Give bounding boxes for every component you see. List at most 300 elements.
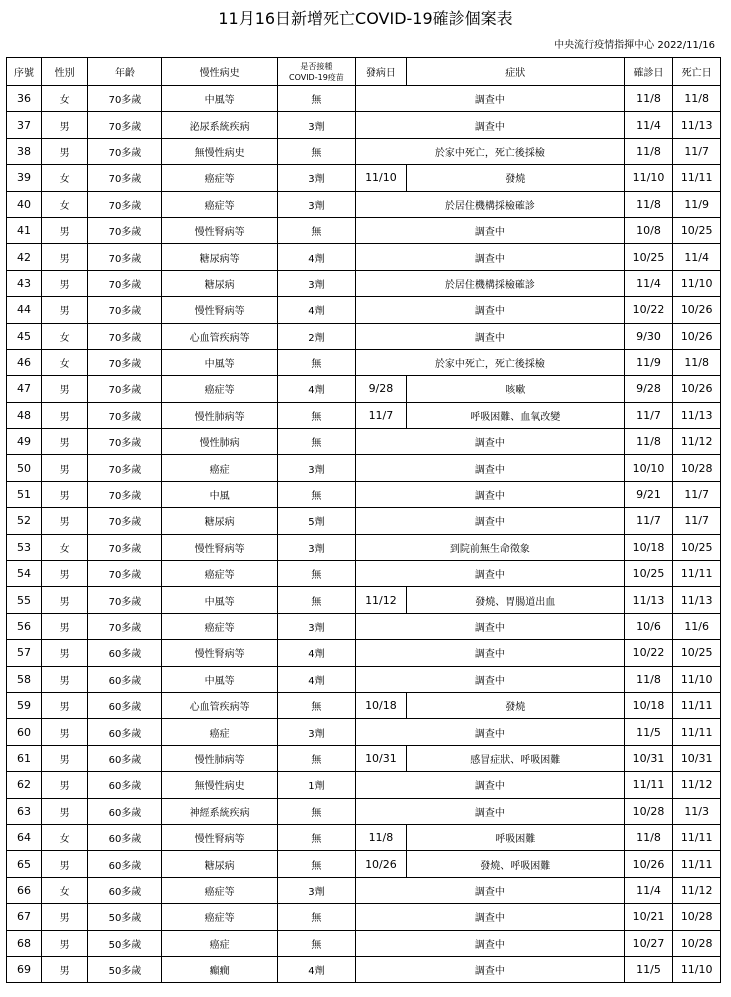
cell-vaccine: 4劑 (277, 956, 355, 982)
cell-age: 70多歲 (88, 429, 162, 455)
cell-symptoms: 發燒 (406, 692, 624, 718)
cell-death: 10/25 (673, 640, 721, 666)
cell-seq: 38 (7, 138, 42, 164)
cell-seq: 47 (7, 376, 42, 402)
cell-sex: 男 (41, 112, 88, 138)
cell-chronic: 糖尿病 (162, 851, 277, 877)
cell-vaccine: 1劑 (277, 772, 355, 798)
cell-chronic: 心血管疾病等 (162, 692, 277, 718)
cell-symptoms: 調查中 (356, 904, 625, 930)
cell-vaccine: 無 (277, 904, 355, 930)
cell-vaccine: 無 (277, 561, 355, 587)
cell-death: 11/3 (673, 798, 721, 824)
table-body (7, 86, 721, 983)
cell-diagnosis: 10/26 (624, 851, 673, 877)
cell-death: 11/4 (673, 244, 721, 270)
cell-diagnosis: 11/8 (624, 666, 673, 692)
cell-diagnosis: 11/10 (624, 165, 673, 191)
table-row (7, 376, 721, 402)
cell-onset: 9/28 (356, 376, 407, 402)
cell-sex: 男 (41, 851, 88, 877)
cell-death: 11/7 (673, 508, 721, 534)
cell-chronic: 癌症等 (162, 904, 277, 930)
cell-chronic: 癌症等 (162, 561, 277, 587)
cell-diagnosis: 10/18 (624, 534, 673, 560)
cell-chronic: 心血管疾病等 (162, 323, 277, 349)
cell-vaccine: 無 (277, 745, 355, 771)
cell-chronic: 癌症 (162, 455, 277, 481)
cell-vaccine: 3劑 (277, 534, 355, 560)
cell-symptoms: 於居住機構採檢確診 (356, 191, 625, 217)
cell-death: 10/31 (673, 745, 721, 771)
table-row (7, 349, 721, 375)
cell-vaccine: 4劑 (277, 640, 355, 666)
cell-symptoms: 調查中 (356, 217, 625, 243)
cell-diagnosis: 10/22 (624, 640, 673, 666)
table-row (7, 270, 721, 296)
cell-death: 11/12 (673, 429, 721, 455)
cell-diagnosis: 10/6 (624, 613, 673, 639)
header-vaccine (277, 58, 355, 86)
cell-symptoms: 調查中 (356, 244, 625, 270)
cell-symptoms: 調查中 (356, 561, 625, 587)
cell-vaccine: 4劑 (277, 666, 355, 692)
cell-seq: 60 (7, 719, 42, 745)
cell-vaccine: 3劑 (277, 191, 355, 217)
cell-death: 11/11 (673, 824, 721, 850)
table-row (7, 297, 721, 323)
cell-seq: 36 (7, 86, 42, 112)
cell-symptoms: 調查中 (356, 613, 625, 639)
cell-age: 60多歲 (88, 692, 162, 718)
cell-symptoms: 調查中 (356, 930, 625, 956)
cell-diagnosis: 10/31 (624, 745, 673, 771)
cell-sex: 女 (41, 165, 88, 191)
header-death: 死亡日 (673, 58, 721, 86)
cell-seq: 49 (7, 429, 42, 455)
cell-vaccine: 無 (277, 349, 355, 375)
cell-death: 11/11 (673, 851, 721, 877)
cell-death: 10/28 (673, 930, 721, 956)
cell-seq: 65 (7, 851, 42, 877)
cell-symptoms: 呼吸困難 (406, 824, 624, 850)
cell-symptoms: 發燒、呼吸困難 (406, 851, 624, 877)
cell-symptoms: 調查中 (356, 666, 625, 692)
cell-age: 70多歲 (88, 112, 162, 138)
cell-age: 50多歲 (88, 904, 162, 930)
cell-diagnosis: 10/28 (624, 798, 673, 824)
cell-onset: 11/10 (356, 165, 407, 191)
cell-age: 70多歲 (88, 244, 162, 270)
cell-seq: 43 (7, 270, 42, 296)
table-row (7, 561, 721, 587)
cell-diagnosis: 11/8 (624, 191, 673, 217)
cell-symptoms: 調查中 (356, 508, 625, 534)
header-vaccine-line2: COVID-19疫苗 (288, 72, 344, 82)
cell-diagnosis: 10/25 (624, 561, 673, 587)
cell-chronic: 慢性肺病等 (162, 745, 277, 771)
table-row (7, 904, 721, 930)
table-row (7, 323, 721, 349)
cell-vaccine: 無 (277, 402, 355, 428)
cell-onset: 10/26 (356, 851, 407, 877)
cell-seq: 66 (7, 877, 42, 903)
cell-diagnosis: 9/30 (624, 323, 673, 349)
cell-diagnosis: 11/8 (624, 138, 673, 164)
cell-death: 11/13 (673, 587, 721, 613)
table-row (7, 877, 721, 903)
cell-sex: 男 (41, 138, 88, 164)
cell-symptoms: 調查中 (356, 455, 625, 481)
cell-age: 70多歲 (88, 270, 162, 296)
cell-vaccine: 無 (277, 798, 355, 824)
header-onset: 發病日 (356, 58, 407, 86)
cell-vaccine: 無 (277, 930, 355, 956)
cell-symptoms: 調查中 (356, 429, 625, 455)
cell-sex: 男 (41, 481, 88, 507)
cell-seq: 50 (7, 455, 42, 481)
cell-age: 70多歲 (88, 297, 162, 323)
cell-vaccine: 3劑 (277, 165, 355, 191)
table-row (7, 244, 721, 270)
header-seq: 序號 (7, 58, 42, 86)
table-row (7, 956, 721, 982)
table-row (7, 165, 721, 191)
table-row (7, 692, 721, 718)
cell-vaccine: 3劑 (277, 877, 355, 903)
cell-seq: 48 (7, 402, 42, 428)
cell-symptoms: 調查中 (356, 112, 625, 138)
cell-diagnosis: 11/8 (624, 86, 673, 112)
cell-vaccine: 3劑 (277, 613, 355, 639)
cell-age: 60多歲 (88, 719, 162, 745)
cell-vaccine: 無 (277, 138, 355, 164)
cell-sex: 男 (41, 745, 88, 771)
cell-chronic: 泌尿系統疾病 (162, 112, 277, 138)
cell-diagnosis: 10/22 (624, 297, 673, 323)
cell-symptoms: 調查中 (356, 481, 625, 507)
cell-chronic: 慢性腎病等 (162, 217, 277, 243)
cell-diagnosis: 9/21 (624, 481, 673, 507)
cell-seq: 45 (7, 323, 42, 349)
cell-chronic: 癌症等 (162, 191, 277, 217)
cell-seq: 56 (7, 613, 42, 639)
cell-age: 70多歲 (88, 613, 162, 639)
cell-vaccine: 3劑 (277, 112, 355, 138)
table-row (7, 86, 721, 112)
cell-symptoms: 感冒症狀、呼吸困難 (406, 745, 624, 771)
table-row (7, 217, 721, 243)
cell-death: 10/25 (673, 534, 721, 560)
header-chronic: 慢性病史 (162, 58, 277, 86)
cell-death: 11/7 (673, 481, 721, 507)
cell-chronic: 中風 (162, 481, 277, 507)
cell-sex: 男 (41, 244, 88, 270)
cell-chronic: 中風等 (162, 86, 277, 112)
cell-chronic: 中風等 (162, 349, 277, 375)
cell-age: 60多歲 (88, 824, 162, 850)
cell-death: 11/9 (673, 191, 721, 217)
cell-vaccine: 無 (277, 851, 355, 877)
cell-seq: 61 (7, 745, 42, 771)
cell-seq: 62 (7, 772, 42, 798)
cell-symptoms: 調查中 (356, 956, 625, 982)
cell-age: 70多歲 (88, 323, 162, 349)
cell-death: 11/10 (673, 666, 721, 692)
cell-diagnosis: 10/18 (624, 692, 673, 718)
cell-chronic: 癌症 (162, 719, 277, 745)
table-row (7, 191, 721, 217)
cell-sex: 女 (41, 349, 88, 375)
death-cases-table (6, 57, 721, 983)
cell-death: 11/12 (673, 877, 721, 903)
cell-death: 11/10 (673, 956, 721, 982)
cell-chronic: 無慢性病史 (162, 772, 277, 798)
header-sex: 性別 (41, 58, 88, 86)
cell-death: 10/26 (673, 297, 721, 323)
table-row (7, 745, 721, 771)
cell-symptoms: 調查中 (356, 798, 625, 824)
cell-sex: 男 (41, 561, 88, 587)
cell-chronic: 糖尿病 (162, 270, 277, 296)
cell-seq: 46 (7, 349, 42, 375)
cell-sex: 男 (41, 666, 88, 692)
cell-vaccine: 2劑 (277, 323, 355, 349)
cell-chronic: 無慢性病史 (162, 138, 277, 164)
cell-chronic: 神經系統疾病 (162, 798, 277, 824)
cell-death: 11/11 (673, 165, 721, 191)
source-date: 中央流行疫情指揮中心 2022/11/16 (554, 40, 715, 51)
cell-chronic: 癌症 (162, 930, 277, 956)
cell-diagnosis: 11/13 (624, 587, 673, 613)
cell-seq: 51 (7, 481, 42, 507)
table-row (7, 429, 721, 455)
cell-vaccine: 3劑 (277, 455, 355, 481)
table-row (7, 824, 721, 850)
cell-symptoms: 於居住機構採檢確診 (356, 270, 625, 296)
cell-symptoms: 發燒、胃腸道出血 (406, 587, 624, 613)
cell-diagnosis: 11/11 (624, 772, 673, 798)
cell-sex: 男 (41, 587, 88, 613)
cell-sex: 男 (41, 508, 88, 534)
cell-death: 11/11 (673, 719, 721, 745)
cell-diagnosis: 11/4 (624, 270, 673, 296)
cell-seq: 67 (7, 904, 42, 930)
cell-sex: 女 (41, 824, 88, 850)
cell-diagnosis: 11/8 (624, 824, 673, 850)
cell-seq: 41 (7, 217, 42, 243)
cell-death: 11/7 (673, 138, 721, 164)
cell-diagnosis: 11/7 (624, 508, 673, 534)
table-row (7, 508, 721, 534)
table-header-row (7, 58, 721, 86)
cell-chronic: 癌症等 (162, 877, 277, 903)
table-row (7, 481, 721, 507)
cell-death: 10/28 (673, 455, 721, 481)
cell-sex: 男 (41, 297, 88, 323)
cell-sex: 男 (41, 270, 88, 296)
cell-seq: 54 (7, 561, 42, 587)
cell-sex: 女 (41, 86, 88, 112)
cell-symptoms: 呼吸困難、血氧改變 (406, 402, 624, 428)
table-row (7, 851, 721, 877)
table-row (7, 534, 721, 560)
header-diagnosis: 確診日 (624, 58, 673, 86)
cell-age: 60多歲 (88, 877, 162, 903)
cell-symptoms: 調查中 (356, 297, 625, 323)
cell-sex: 男 (41, 904, 88, 930)
cell-onset: 11/12 (356, 587, 407, 613)
cell-diagnosis: 10/25 (624, 244, 673, 270)
cell-chronic: 糖尿病等 (162, 244, 277, 270)
cell-sex: 男 (41, 772, 88, 798)
cell-diagnosis: 11/5 (624, 956, 673, 982)
cell-sex: 女 (41, 191, 88, 217)
cell-sex: 男 (41, 429, 88, 455)
cell-seq: 52 (7, 508, 42, 534)
cell-symptoms: 於家中死亡，死亡後採檢 (356, 349, 625, 375)
cell-death: 11/6 (673, 613, 721, 639)
table-row (7, 402, 721, 428)
table-row (7, 798, 721, 824)
cell-chronic: 糖尿病 (162, 508, 277, 534)
cell-seq: 68 (7, 930, 42, 956)
cell-onset: 10/18 (356, 692, 407, 718)
cell-chronic: 中風等 (162, 666, 277, 692)
cell-seq: 57 (7, 640, 42, 666)
cell-seq: 58 (7, 666, 42, 692)
cell-age: 70多歲 (88, 191, 162, 217)
table-row (7, 455, 721, 481)
cell-chronic: 中風等 (162, 587, 277, 613)
cell-age: 60多歲 (88, 666, 162, 692)
table-row (7, 772, 721, 798)
cell-chronic: 癌症等 (162, 613, 277, 639)
cell-diagnosis: 10/10 (624, 455, 673, 481)
cell-chronic: 癌症等 (162, 376, 277, 402)
cell-death: 11/8 (673, 86, 721, 112)
table-row (7, 640, 721, 666)
cell-sex: 男 (41, 640, 88, 666)
cell-diagnosis: 11/8 (624, 429, 673, 455)
cell-vaccine: 5劑 (277, 508, 355, 534)
cell-death: 11/8 (673, 349, 721, 375)
cell-symptoms: 調查中 (356, 323, 625, 349)
header-symptoms: 症狀 (406, 58, 624, 86)
table-row (7, 587, 721, 613)
cell-vaccine: 3劑 (277, 719, 355, 745)
cell-age: 70多歲 (88, 481, 162, 507)
cell-age: 70多歲 (88, 534, 162, 560)
cell-diagnosis: 10/27 (624, 930, 673, 956)
cell-sex: 男 (41, 613, 88, 639)
cell-chronic: 慢性肺病 (162, 429, 277, 455)
cell-sex: 男 (41, 376, 88, 402)
cell-age: 70多歲 (88, 349, 162, 375)
cell-chronic: 慢性肺病等 (162, 402, 277, 428)
cell-death: 11/11 (673, 561, 721, 587)
cell-seq: 63 (7, 798, 42, 824)
cell-vaccine: 無 (277, 824, 355, 850)
cell-age: 70多歲 (88, 402, 162, 428)
cell-death: 10/25 (673, 217, 721, 243)
cell-age: 70多歲 (88, 587, 162, 613)
cell-sex: 男 (41, 930, 88, 956)
cell-sex: 男 (41, 217, 88, 243)
cell-death: 11/13 (673, 112, 721, 138)
cell-death: 11/12 (673, 772, 721, 798)
cell-chronic: 慢性腎病等 (162, 824, 277, 850)
table-row (7, 112, 721, 138)
cell-seq: 40 (7, 191, 42, 217)
cell-age: 70多歲 (88, 138, 162, 164)
cell-death: 11/13 (673, 402, 721, 428)
cell-onset: 10/31 (356, 745, 407, 771)
cell-symptoms: 調查中 (356, 86, 625, 112)
cell-age: 60多歲 (88, 851, 162, 877)
cell-seq: 59 (7, 692, 42, 718)
table-row (7, 719, 721, 745)
cell-age: 70多歲 (88, 455, 162, 481)
cell-seq: 53 (7, 534, 42, 560)
cell-seq: 44 (7, 297, 42, 323)
cell-diagnosis: 11/9 (624, 349, 673, 375)
cell-symptoms: 調查中 (356, 640, 625, 666)
cell-sex: 男 (41, 402, 88, 428)
cell-diagnosis: 10/21 (624, 904, 673, 930)
cell-death: 10/28 (673, 904, 721, 930)
table-row (7, 138, 721, 164)
cell-vaccine: 4劑 (277, 244, 355, 270)
cell-diagnosis: 11/5 (624, 719, 673, 745)
cell-sex: 女 (41, 877, 88, 903)
cell-seq: 37 (7, 112, 42, 138)
table-row (7, 666, 721, 692)
cell-chronic: 慢性腎病等 (162, 640, 277, 666)
cell-diagnosis: 10/8 (624, 217, 673, 243)
table-row (7, 930, 721, 956)
table-row (7, 613, 721, 639)
cell-vaccine: 無 (277, 587, 355, 613)
cell-symptoms: 咳嗽 (406, 376, 624, 402)
cell-age: 70多歲 (88, 376, 162, 402)
cell-onset: 11/8 (356, 824, 407, 850)
cell-death: 10/26 (673, 323, 721, 349)
cell-vaccine: 4劑 (277, 376, 355, 402)
cell-symptoms: 調查中 (356, 719, 625, 745)
cell-age: 70多歲 (88, 86, 162, 112)
cell-sex: 男 (41, 956, 88, 982)
page-title: 11月16日新增死亡COVID-19確診個案表 (218, 9, 513, 28)
cell-sex: 男 (41, 455, 88, 481)
cell-age: 50多歲 (88, 930, 162, 956)
cell-death: 10/26 (673, 376, 721, 402)
cell-diagnosis: 9/28 (624, 376, 673, 402)
cell-symptoms: 調查中 (356, 877, 625, 903)
cell-death: 11/10 (673, 270, 721, 296)
cell-age: 60多歲 (88, 772, 162, 798)
cell-vaccine: 3劑 (277, 270, 355, 296)
cell-chronic: 癲癇 (162, 956, 277, 982)
cell-sex: 男 (41, 719, 88, 745)
cell-seq: 39 (7, 165, 42, 191)
cell-age: 50多歲 (88, 956, 162, 982)
cell-chronic: 慢性腎病等 (162, 297, 277, 323)
cell-age: 60多歲 (88, 640, 162, 666)
cell-age: 70多歲 (88, 217, 162, 243)
cell-symptoms: 發燒 (406, 165, 624, 191)
header-age: 年齡 (88, 58, 162, 86)
